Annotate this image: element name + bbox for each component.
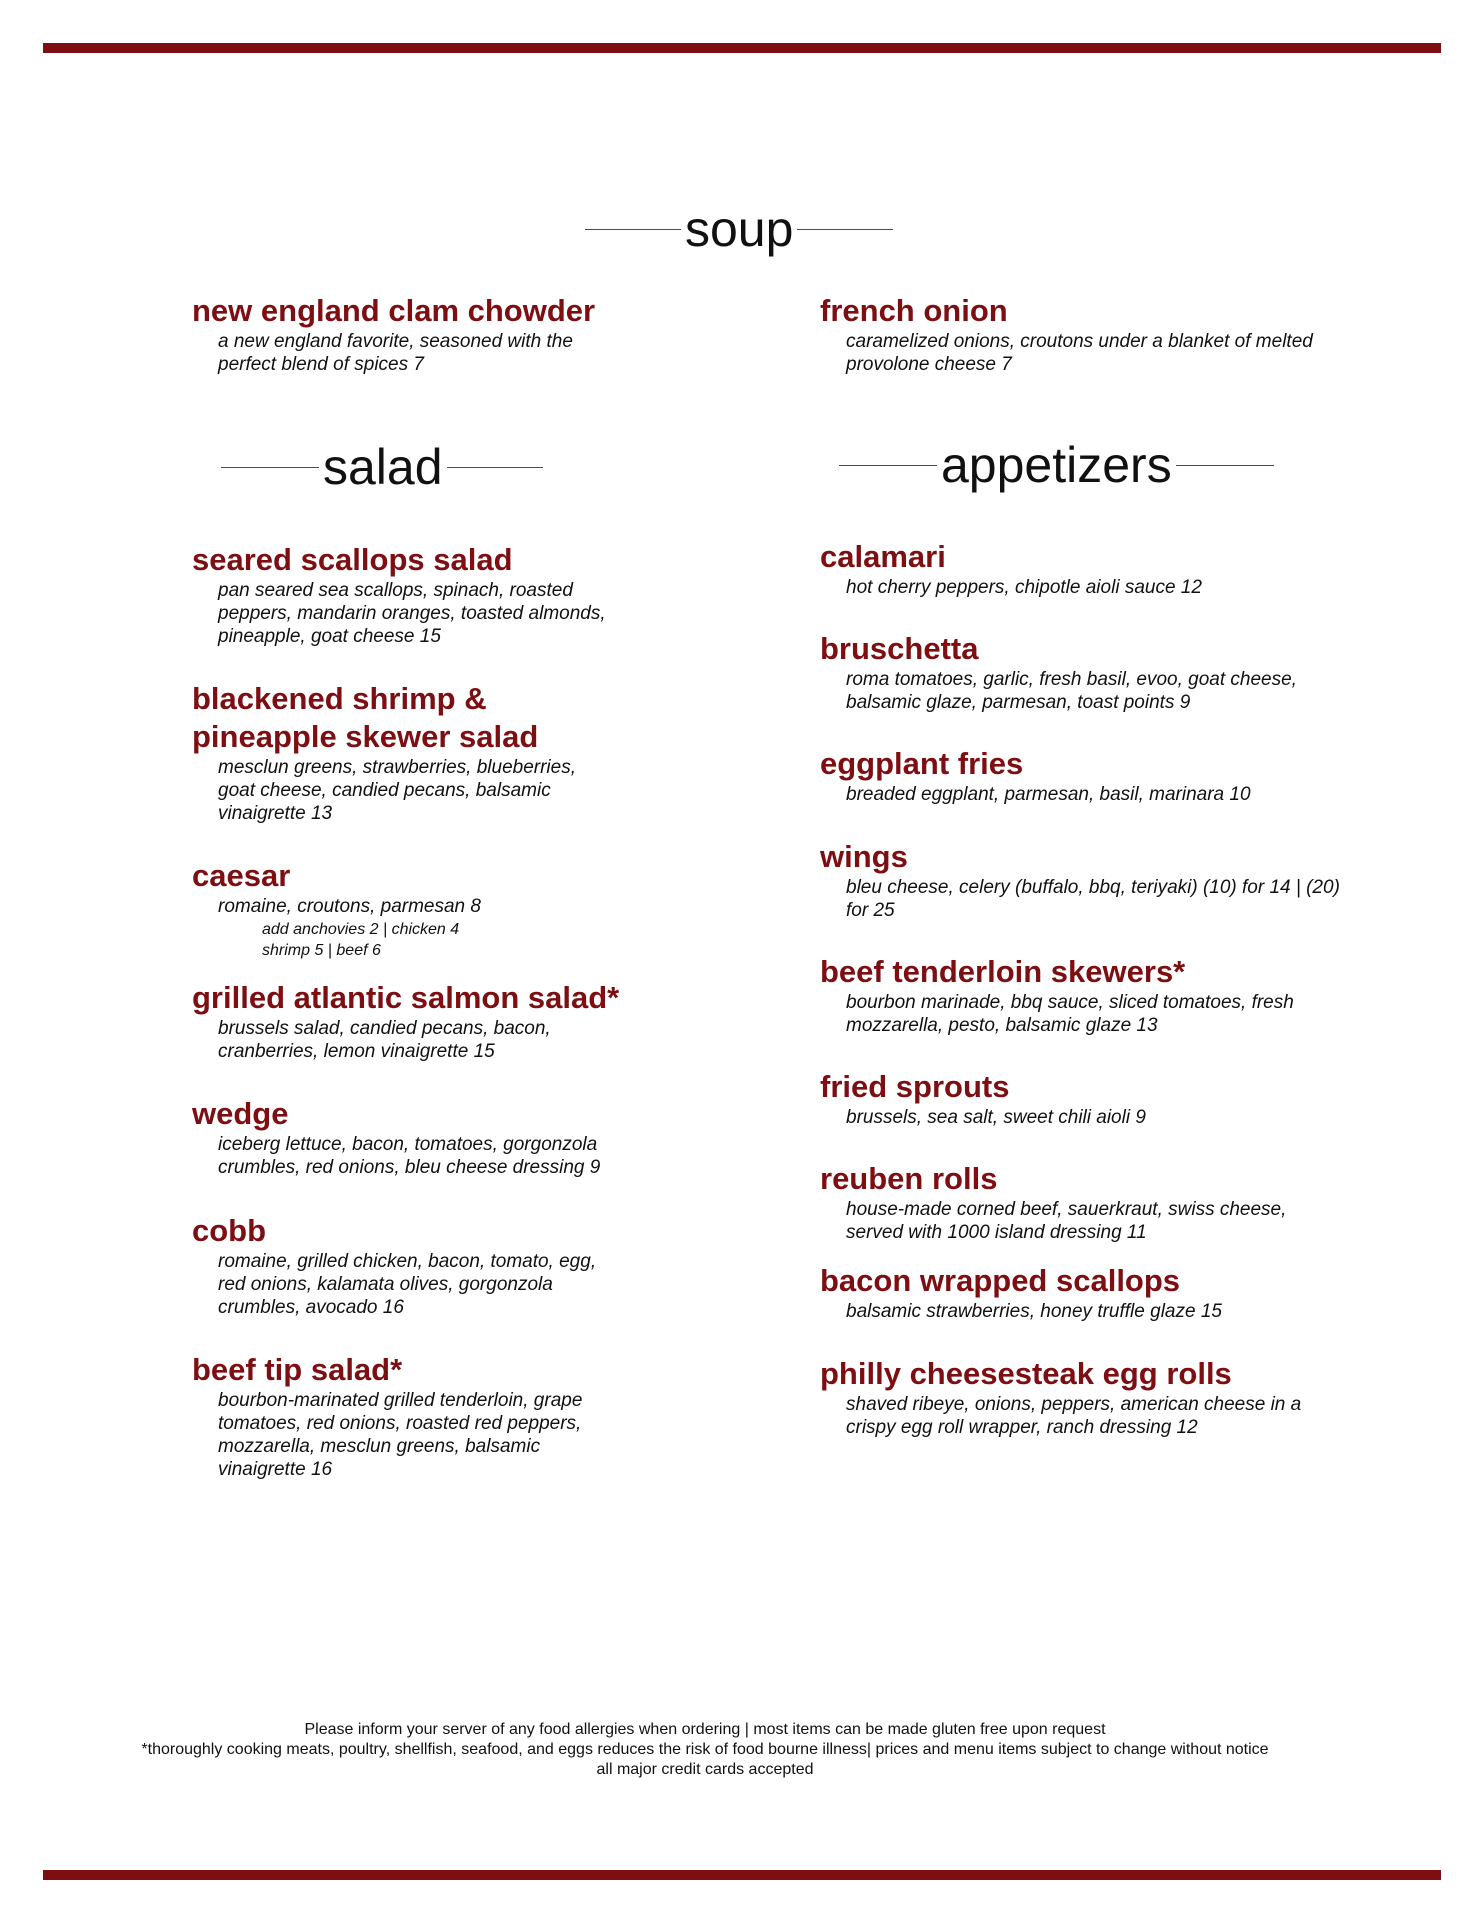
- item-name: philly cheesesteak egg rolls: [820, 1356, 1232, 1391]
- item-description: breaded eggplant, parmesan, basil, marinara 10: [846, 784, 1251, 805]
- item-description: house-made corned beef, sauerkraut, swiss cheese, served with 1000 island dressing 11: [846, 1199, 1287, 1243]
- item-description: shaved ribeye, onions, peppers, american cheese in a crispy egg roll wrapper, ranch dressing 12: [846, 1394, 1302, 1438]
- item-name: caesar: [192, 858, 291, 893]
- menu-item: [820, 630, 1340, 714]
- menu-item: [192, 1212, 672, 1319]
- menu-item: [820, 745, 1340, 806]
- item-name: new england clam chowder: [192, 293, 596, 328]
- item-description: pan seared sea scallops, spinach, roasted peppers, mandarin oranges, toasted almonds, pineapple, goat cheese 15: [218, 580, 606, 647]
- menu-item: [820, 292, 1340, 376]
- heading-rule-left: [839, 465, 937, 466]
- menu-item: [192, 680, 672, 825]
- item-name: wedge: [192, 1096, 289, 1131]
- top-border-bar: [43, 43, 1441, 53]
- bottom-border-bar: [43, 1870, 1441, 1880]
- item-name: reuben rolls: [820, 1161, 998, 1196]
- menu-item: [192, 979, 652, 1063]
- item-description: brussels, sea salt, sweet chili aioli 9: [846, 1107, 1146, 1128]
- item-name-line-2: pineapple skewer salad: [192, 719, 539, 754]
- menu-item: [820, 1355, 1340, 1439]
- item-description: hot cherry peppers, chipotle aioli sauce 12: [846, 577, 1202, 598]
- menu-item: [820, 838, 1340, 922]
- menu-item: [820, 538, 1340, 599]
- menu-item: [192, 1095, 672, 1179]
- item-description: bourbon-marinated grilled tenderloin, grape tomatoes, red onions, roasted red peppers, mozzarella, mesclun greens, balsamic vinaigrette 16: [218, 1390, 583, 1480]
- heading-rule-right: [447, 467, 543, 468]
- menu-item: [192, 1351, 672, 1481]
- item-name: calamari: [820, 539, 946, 574]
- item-name: french onion: [820, 293, 1008, 328]
- section-title-salad: salad: [323, 439, 443, 495]
- section-title-soup: soup: [685, 201, 794, 257]
- item-description: caramelized onions, croutons under a blanket of melted provolone cheese 7: [846, 331, 1313, 375]
- salad-heading: [221, 439, 543, 495]
- item-name: grilled atlantic salmon salad*: [192, 980, 620, 1015]
- item-description: bourbon marinade, bbq sauce, sliced tomatoes, fresh mozzarella, pesto, balsamic glaze 13: [846, 992, 1294, 1036]
- menu-item: [192, 857, 672, 960]
- item-description: brussels salad, candied pecans, bacon, cranberries, lemon vinaigrette 15: [218, 1018, 551, 1062]
- item-addon-options: add anchovies 2 | chicken 4: [262, 921, 460, 938]
- menu-item: [820, 1262, 1340, 1323]
- item-name: fried sprouts: [820, 1069, 1010, 1104]
- item-description: romaine, grilled chicken, bacon, tomato, egg, red onions, kalamata olives, gorgonzola crumbles, avocado 16: [218, 1251, 597, 1318]
- heading-rule-left: [221, 467, 319, 468]
- item-name: wings: [820, 839, 908, 874]
- item-description: roma tomatoes, garlic, fresh basil, evoo, goat cheese, balsamic glaze, parmesan, toast points 9: [846, 669, 1297, 713]
- item-name: blackened shrimp &: [192, 681, 487, 716]
- footer-consumer-advisory: *thoroughly cooking meats, poultry, shellfish, seafood, and eggs reduces the risk of food bourne illness| prices and menu items subject to change without notice: [141, 1741, 1269, 1758]
- item-name: beef tenderloin skewers*: [820, 954, 1186, 989]
- heading-rule-left: [585, 229, 681, 230]
- menu-item: [192, 541, 672, 648]
- heading-rule-right: [1176, 465, 1274, 466]
- section-title-appetizers: appetizers: [941, 437, 1172, 493]
- heading-rule-right: [797, 229, 893, 230]
- item-description: romaine, croutons, parmesan 8: [218, 896, 481, 917]
- appetizers-heading: [839, 437, 1274, 493]
- item-description: iceberg lettuce, bacon, tomatoes, gorgonzola crumbles, red onions, bleu cheese dressing 9: [218, 1134, 601, 1178]
- item-name: eggplant fries: [820, 746, 1024, 781]
- item-description: balsamic strawberries, honey truffle glaze 15: [846, 1301, 1222, 1322]
- item-description: mesclun greens, strawberries, blueberries, goat cheese, candied pecans, balsamic vinaigrette 13: [218, 757, 576, 824]
- menu-item: [820, 1160, 1340, 1244]
- item-name: seared scallops salad: [192, 542, 513, 577]
- item-description: bleu cheese, celery (buffalo, bbq, teriyaki) (10) for 14 | (20) for 25: [846, 877, 1340, 921]
- item-description: a new england favorite, seasoned with the perfect blend of spices 7: [218, 331, 573, 375]
- menu-item: [820, 953, 1340, 1037]
- item-name: beef tip salad*: [192, 1352, 403, 1387]
- item-name: bruschetta: [820, 631, 979, 666]
- item-name: cobb: [192, 1213, 267, 1248]
- footer-payment-note: all major credit cards accepted: [596, 1761, 814, 1778]
- item-name: bacon wrapped scallops: [820, 1263, 1181, 1298]
- item-addon-options: shrimp 5 | beef 6: [262, 942, 381, 959]
- menu-footer: [0, 1720, 1410, 1780]
- soup-heading: [585, 201, 893, 257]
- footer-allergy-note: Please inform your server of any food allergies when ordering | most items can be made gluten free upon request: [304, 1721, 1106, 1738]
- menu-item: [192, 292, 672, 376]
- menu-item: [820, 1068, 1340, 1129]
